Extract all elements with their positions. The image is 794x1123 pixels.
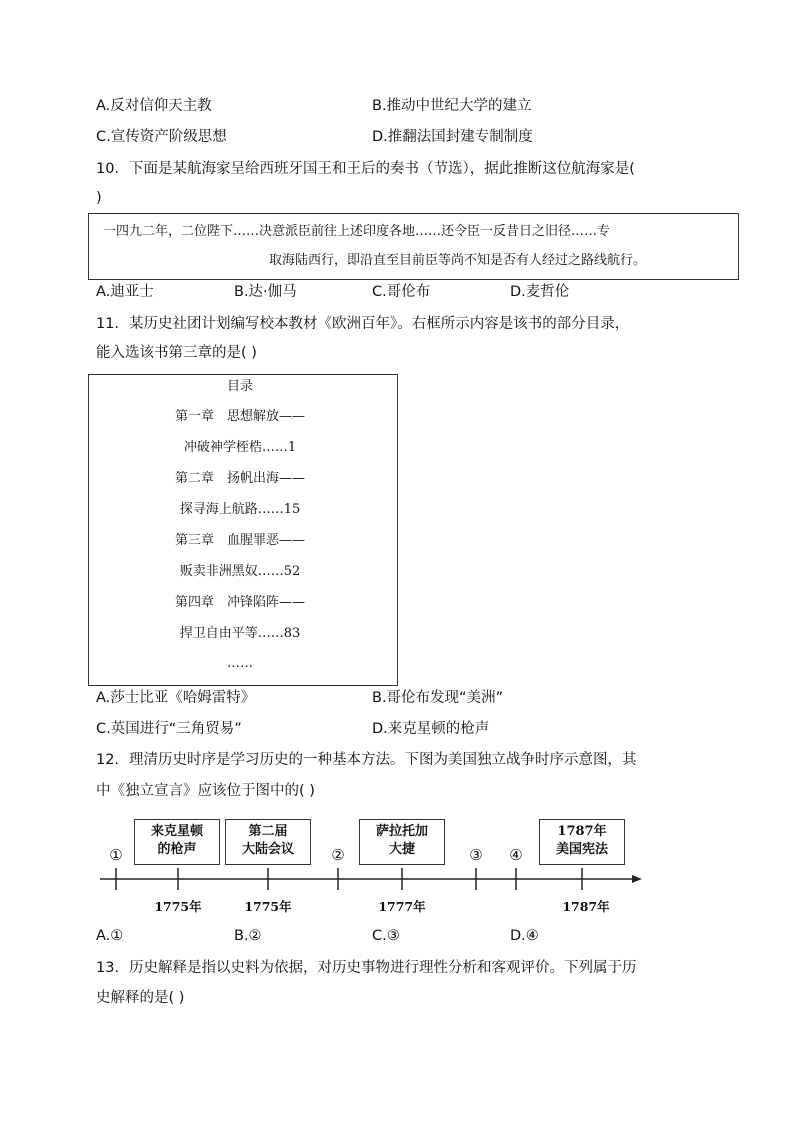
q11-stem-line2: 能入选该书第三章的是( ): [96, 345, 257, 361]
event-label-line2: 的枪声: [157, 842, 197, 857]
event-label-line2: 美国宪法: [555, 842, 608, 857]
timeline-marker-1: ①: [109, 846, 123, 864]
q11-option-c: C.英国进行“三角贸易”: [96, 721, 242, 737]
q10-option-c: C.哥伦布: [372, 284, 431, 300]
q12-option-c: C.③: [372, 928, 400, 944]
q12-option-d: D.④: [510, 928, 539, 944]
q10-option-b: B.达·伽马: [234, 284, 297, 300]
timeline-arrow: [632, 875, 642, 883]
event-label-line1: 1787年: [557, 824, 607, 839]
toc-line: 探寻海上航路……15: [179, 502, 301, 517]
event-label-line1: 萨拉托加: [375, 824, 428, 839]
toc-line: ……: [227, 656, 253, 671]
event-label-line1: 来克星顿: [150, 824, 203, 839]
timeline-marker-2: ②: [331, 846, 345, 864]
timeline-year-3: 1777年: [378, 899, 426, 914]
q10-quote-line1: 一四九二年，二位陛下……决意派臣前往上述印度各地……还令臣一反昔日之旧径……专: [103, 224, 611, 239]
q11-stem-line1: 11．某历史社团计划编写校本教材《欧洲百年》。右框所示内容是该书的部分目录，: [96, 316, 630, 332]
q12-option-b: B.②: [234, 928, 262, 944]
q12-stem-line2: 中《独立宣言》应该位于图中的( ): [96, 783, 315, 799]
toc-title: 目录: [226, 379, 253, 394]
q10-option-a: A.迪亚士: [96, 284, 154, 300]
q9-option-c: C.宣传资产阶级思想: [96, 129, 227, 145]
q10-stem-line2: ): [96, 190, 102, 206]
toc-line: 贩卖非洲黑奴……52: [179, 564, 301, 579]
toc-line: 第一章 思想解放——: [174, 409, 305, 424]
timeline-year-2: 1775年: [244, 899, 292, 914]
toc-line: 第三章 血腥罪恶——: [174, 533, 305, 548]
q13-stem-line2: 史解释的是( ): [96, 990, 185, 1006]
q10-quote-line2: 取海陆西行，即沿直至目前臣等尚不知是否有人经过之路线航行。: [269, 253, 647, 268]
timeline-event-box: [539, 819, 625, 865]
q9-option-d: D.推翻法国封建专制制度: [372, 129, 533, 145]
q11-option-a: A.莎士比亚《哈姆雷特》: [96, 690, 256, 706]
q10-option-d: D.麦哲伦: [510, 284, 570, 300]
event-label-line1: 第二届: [248, 824, 288, 839]
timeline-year-1: 1775年: [154, 899, 202, 914]
q11-option-d: D.来克星顿的枪声: [372, 721, 490, 737]
q9-option-b: B.推动中世纪大学的建立: [372, 98, 532, 114]
toc-line: 第二章 扬帆出海——: [174, 471, 305, 486]
timeline-event-box: [359, 819, 445, 865]
event-label-line2: 大捷: [388, 842, 415, 857]
toc-line: 第四章 冲锋陷阵——: [174, 595, 305, 610]
q12-option-a: A.①: [96, 928, 124, 944]
timeline-marker-3: ③: [469, 846, 483, 864]
toc-line: 捍卫自由平等……83: [179, 626, 301, 641]
q12-stem-line1: 12．理清历史时序是学习历史的一种基本方法。下图为美国独立战争时序示意图，其: [96, 752, 637, 768]
timeline-year-4: 1787年: [562, 899, 610, 914]
timeline-event-box: [134, 819, 220, 865]
timeline-marker-4: ④: [509, 846, 523, 864]
event-label-line2: 大陆会议: [241, 842, 294, 857]
timeline-event-box: [225, 819, 311, 865]
q13-stem-line1: 13．历史解释是指以史料为依据，对历史事物进行理性分析和客观评价。下列属于历: [96, 960, 637, 976]
toc-line: 冲破神学桎梏……1: [183, 440, 297, 455]
q11-option-b: B.哥伦布发现“美洲”: [372, 690, 504, 706]
q9-option-a: A.反对信仰天主教: [96, 98, 212, 114]
q10-stem-line1: 10．下面是某航海家呈给西班牙国王和王后的奏书（节选），据此推断这位航海家是(: [96, 161, 635, 177]
